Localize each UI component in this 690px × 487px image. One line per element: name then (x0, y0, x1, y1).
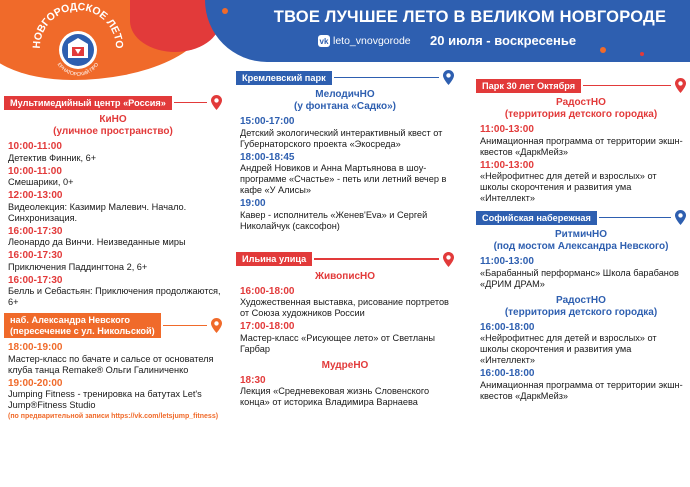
item-desc: Детектив Финник, 6+ (8, 152, 97, 163)
item-desc: Кавер - исполнитель «Женев'Eva» и Сергей Николайчук (саксофон) (240, 209, 428, 231)
registration-note[interactable]: (по предварительной записи https://vk.com/letsjump_fitness) (8, 413, 219, 420)
item-desc: «Нейрофитнес для детей и взрослых» от школы скорочтения и развития ума «Интеллект» (480, 171, 657, 203)
event-title: РадостНО (556, 294, 606, 306)
venue-rule (599, 217, 671, 219)
item-desc: Jumping Fitness - тренировка на батутах Let's Jump®Fitness Studio (8, 389, 202, 410)
venue-line: наб. Александра Невского (10, 315, 131, 325)
list-item (8, 275, 222, 309)
event-title: РитмичНО (554, 229, 608, 240)
svg-text:ГУБЕРНАТОРСКИЙ ПРОЕКТ: ЕРНАТОРСКИЙ ПРО (55, 61, 101, 76)
venue-header (476, 210, 686, 225)
venue-header (236, 70, 454, 85)
schedule-list (8, 141, 222, 308)
venue-label: Кремлевский парк (236, 71, 332, 85)
schedule-list (240, 375, 454, 409)
venue-line: (пересечение с ул. Никольской) (10, 325, 155, 336)
venue-rule (314, 258, 439, 260)
location-pin-icon (675, 78, 686, 93)
event-subtitle: (уличное пространство) (53, 126, 173, 137)
venue-header (236, 252, 454, 267)
event-title: МудреНО (321, 359, 369, 371)
item-desc: «Барабанный перформанс» Школа барабанов «ДРИМ ДРАМ» (480, 267, 679, 289)
item-desc: Анимационная программа от территории экшн-квестов «ДаркМейз» (480, 135, 683, 157)
item-time: 15:00-17:00 (240, 116, 295, 127)
item-time: 18:00-18:45 (240, 151, 295, 163)
item-desc: Мастер-класс «Рисующее лето» от Светланы Гарбар (240, 332, 435, 354)
column-right (476, 78, 686, 402)
list-item (240, 152, 454, 197)
venue-rule (583, 85, 671, 87)
event-subtitle: (территория детского городка) (504, 109, 658, 120)
venue-label: Мультимедийный центр «Россия» (4, 96, 172, 110)
item-time: 18:00-19:00 (8, 342, 63, 353)
list-item (8, 190, 222, 224)
list-item (8, 342, 222, 376)
venue-label: Парк 30 лет Октября (476, 79, 581, 93)
item-desc: Анимационная программа от территории экшн-квестов «ДаркМейз» (480, 379, 683, 401)
item-desc: «Нейрофитнес для детей и взрослых» от школы скорочтения и развития ума «Интеллект» (480, 333, 657, 365)
event-title: КиНО (99, 114, 127, 125)
venue-label: Софийская набережная (476, 211, 597, 225)
location-pin-icon (675, 210, 686, 225)
location-pin-icon (211, 318, 222, 333)
event-title: МелодичНО (315, 89, 375, 100)
list-item (480, 160, 686, 205)
venue-header (476, 78, 686, 93)
decor-dot (600, 47, 606, 53)
item-desc: Леонардо да Винчи. Неизведанные миры (8, 237, 186, 247)
list-item (8, 378, 222, 412)
item-time: 16:00-18:00 (480, 368, 535, 379)
list-item (240, 198, 454, 232)
list-item (8, 250, 222, 273)
list-item (8, 166, 222, 189)
event-title: РадостНО (556, 97, 606, 108)
header-banner (0, 0, 690, 76)
item-desc: Лекция «Средневековая жизнь Словенского конца» от историка Владимира Варнаева (240, 386, 430, 407)
item-time: 16:00-17:30 (8, 274, 63, 286)
item-desc: Мастер-класс по бачате и сальсе от основателя клуба танца Remake® Ольги Галиниченко (8, 353, 214, 375)
schedule-list (480, 256, 686, 290)
item-time: 10:00-11:00 (8, 165, 62, 177)
venue-rule (174, 102, 207, 104)
vk-link[interactable] (318, 35, 411, 47)
schedule-list (240, 116, 454, 232)
item-time: 12:00-13:00 (8, 190, 63, 201)
vk-handle: leto_vnovgorode (333, 35, 411, 47)
event-subtitle: (у фонтана «Садко») (294, 101, 396, 112)
location-pin-icon (443, 252, 454, 267)
item-time: 16:00-17:30 (8, 225, 63, 237)
venue-rule (334, 77, 439, 79)
venue-label: Ильина улица (236, 252, 312, 266)
event-title: ЖивописНО (314, 270, 376, 282)
item-time: 18:30 (240, 374, 266, 386)
svg-text:НОВГОРОДСКОЕ ЛЕТО: НОВГОРОДСКОЕ ЛЕТО (30, 2, 126, 50)
event-date: 20 июля - воскресенье (430, 33, 577, 48)
location-pin-icon (443, 70, 454, 85)
item-time: 16:00-18:00 (480, 321, 535, 333)
item-time: 10:00-11:00 (8, 141, 62, 152)
item-time: 17:00-18:00 (240, 321, 295, 332)
item-time: 19:00-20:00 (8, 377, 63, 389)
decor-dot (222, 8, 228, 14)
location-pin-icon (211, 95, 222, 110)
list-item (480, 368, 686, 402)
schedule-list (8, 342, 222, 421)
list-item (8, 226, 222, 249)
column-middle (236, 70, 454, 408)
venue-header (4, 95, 222, 110)
schedule-list (480, 124, 686, 204)
list-item (480, 124, 686, 158)
item-desc: Белль и Себастьян: Приключения продолжаются, 6+ (8, 286, 221, 307)
list-item (240, 321, 454, 355)
item-desc: Смешарики, 0+ (8, 177, 74, 187)
list-item (240, 116, 454, 150)
column-left (4, 95, 222, 421)
vk-icon: vk (319, 36, 329, 46)
item-time: 11:00-13:00 (480, 159, 534, 171)
item-desc: Художественная выставка, рисование портретов от Союза художников России (240, 297, 449, 318)
item-desc: Андрей Новиков и Анна Мартьянова в шоу-программе «Счастье» - петь или летний вечер в кафе «У Алисы» (240, 163, 447, 195)
list-item (240, 375, 454, 409)
venue-header (4, 313, 222, 338)
item-time: 11:00-13:00 (480, 256, 534, 267)
schedule-list (480, 322, 686, 402)
schedule-list (240, 286, 454, 355)
list-item (480, 322, 686, 367)
list-item (480, 256, 686, 290)
item-time: 11:00-13:00 (480, 124, 534, 135)
item-time: 16:00-17:30 (8, 250, 63, 261)
item-time: 16:00-18:00 (240, 285, 295, 297)
item-desc: Видеолекция: Казимир Малевич. Начало. Синхронизация. (8, 201, 187, 223)
event-subtitle: (под мостом Александра Невского) (493, 241, 669, 252)
item-time: 19:00 (240, 198, 266, 209)
item-desc: Приключения Паддингтона 2, 6+ (8, 261, 148, 272)
page-title: ТВОЕ ЛУЧШЕЕ ЛЕТО В ВЕЛИКОМ НОВГОРОДЕ (273, 8, 667, 26)
logo-icon (28, 2, 128, 76)
item-desc: Детский экологический интерактивный квест от Губернаторского проекта «Экосреда» (240, 127, 443, 149)
venue-label (4, 313, 161, 338)
event-subtitle: (территория детского городка) (504, 306, 658, 318)
list-item (240, 286, 454, 320)
venue-rule (163, 325, 207, 327)
decor-dot (640, 52, 644, 56)
list-item (8, 141, 222, 164)
